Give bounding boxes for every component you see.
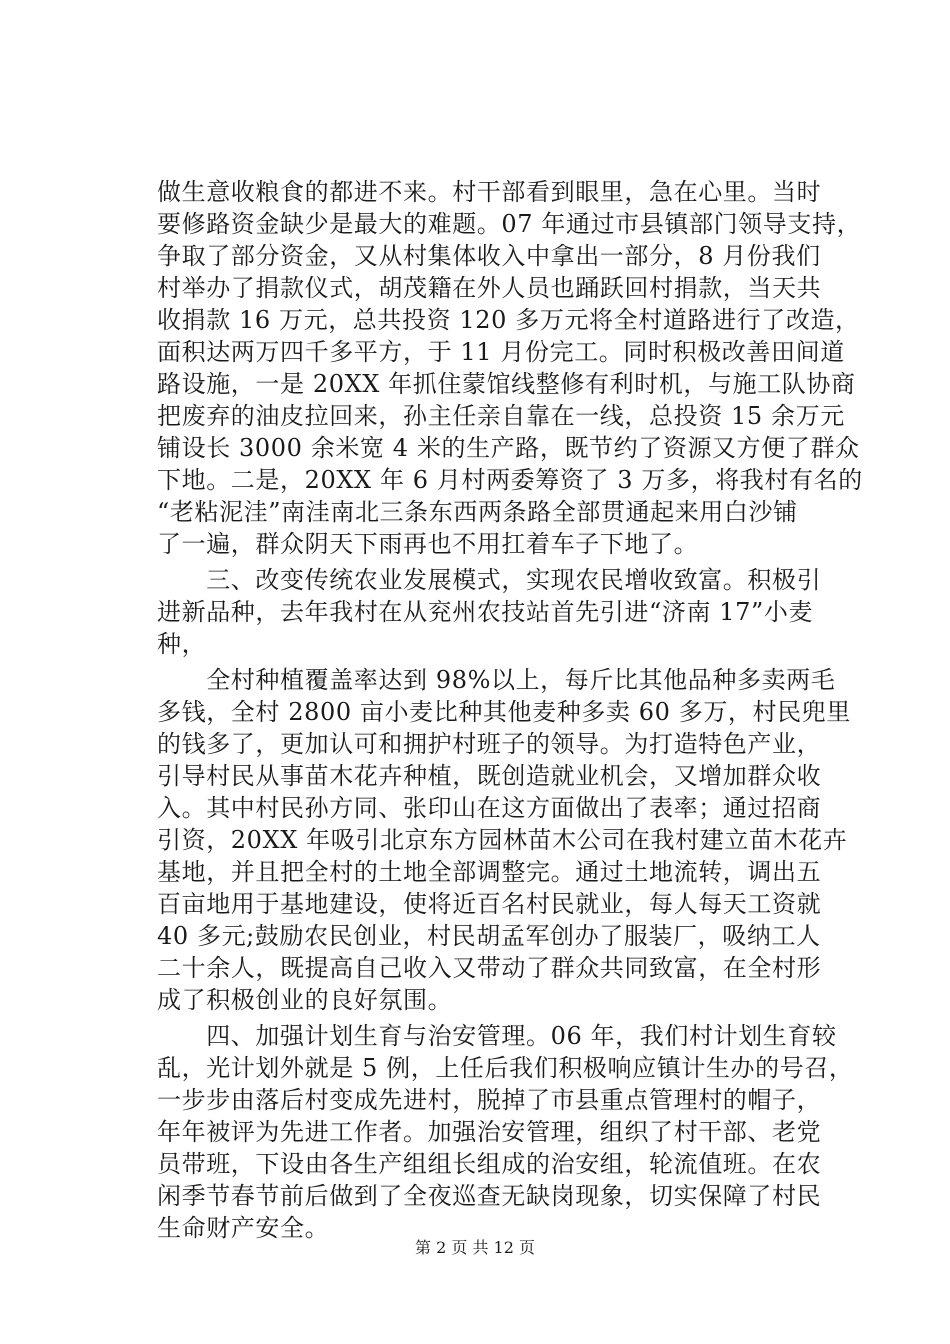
text-line: 种，	[157, 630, 207, 658]
text-line: 一步步由落后村变成先进村，脱掉了市县重点管理村的帽子，	[157, 1086, 822, 1114]
text-line: 面积达两万四千多平方，于 11 月份完工。同时积极改善田间道	[157, 338, 845, 366]
text-line: 乱，光计划外就是 5 例，上任后我们积极响应镇计生办的号召，	[157, 1054, 854, 1082]
text-line: 做生意收粮食的都进不来。村干部看到眼里，急在心里。当时	[157, 178, 822, 206]
text-line: 的钱多了，更加认可和拥护村班子的领导。为打造特色产业，	[157, 730, 822, 758]
text-line: 闲季节春节前后做到了全夜巡查无缺岗现象，切实保障了村民	[157, 1182, 822, 1210]
text-line: 年年被评为先进工作者。加强治安管理，组织了村干部、老党	[157, 1118, 822, 1146]
text-line: 要修路资金缺少是最大的难题。07 年通过市县镇部门领导支持，	[157, 210, 862, 238]
text-line: 四、加强计划生育与治安管理。06 年，我们村计划生育较	[157, 1022, 837, 1050]
text-line: 进新品种，去年我村在从兖州农技站首先引进“济南 17”小麦	[157, 598, 814, 626]
text-line: 百亩地用于基地建设，使将近百名村民就业，每人每天工资就	[157, 890, 822, 918]
text-line: 引导村民从事苗木花卉种植，既创造就业机会，又增加群众收	[157, 762, 822, 790]
text-line: 全村种植覆盖率达到 98%以上，每斤比其他品种多卖两毛	[157, 666, 836, 694]
text-line: 铺设长 3000 余米宽 4 米的生产路，既节约了资源又方便了群众	[157, 434, 860, 462]
text-line: 二十余人，既提高自己收入又带动了群众共同致富，在全村形	[157, 954, 822, 982]
text-line: 多钱，全村 2800 亩小麦比种其他麦种多卖 60 多万，村民兜里	[157, 698, 851, 726]
text-line: 成了积极创业的良好氛围。	[157, 986, 453, 1014]
text-line: 基地，并且把全村的土地全部调整完。通过土地流转，调出五	[157, 858, 822, 886]
text-line: 把废弃的油皮拉回来，孙主任亲自靠在一线，总投资 15 余万元	[157, 402, 845, 430]
text-line: “老粘泥洼”南洼南北三条东西两条路全部贯通起来用白沙铺	[157, 498, 798, 526]
text-line: 收捐款 16 万元，总共投资 120 多万元将全村道路进行了改造，	[157, 306, 860, 334]
text-line: 引资，20XX 年吸引北京东方园林苗木公司在我村建立苗木花卉	[157, 826, 848, 854]
text-line: 三、改变传统农业发展模式，实现农民增收致富。积极引	[157, 566, 822, 594]
text-line: 40 多元;鼓励农民创业，村民胡孟军创办了服装厂，吸纳工人	[157, 922, 821, 950]
text-line: 村举办了捐款仪式，胡茂籍在外人员也踊跃回村捐款，当天共	[157, 274, 822, 302]
text-line: 生命财产安全。	[157, 1214, 330, 1242]
page-number-footer: 第 2 页 共 12 页	[415, 1238, 535, 1257]
text-line: 争取了部分资金，又从村集体收入中拿出一部分，8 月份我们	[157, 242, 821, 270]
text-line: 入。其中村民孙方同、张印山在这方面做出了表率；通过招商	[157, 794, 822, 822]
text-line: 路设施，一是 20XX 年抓住蒙馆线整修有利时机，与施工队协商	[157, 370, 856, 398]
text-line: 下地。二是，20XX 年 6 月村两委筹资了 3 万多，将我村有名的	[157, 466, 863, 494]
text-line: 员带班，下设由各生产组组长组成的治安组，轮流值班。在农	[157, 1150, 822, 1178]
text-line: 了一遍，群众阴天下雨再也不用扛着车子下地了。	[157, 530, 699, 558]
